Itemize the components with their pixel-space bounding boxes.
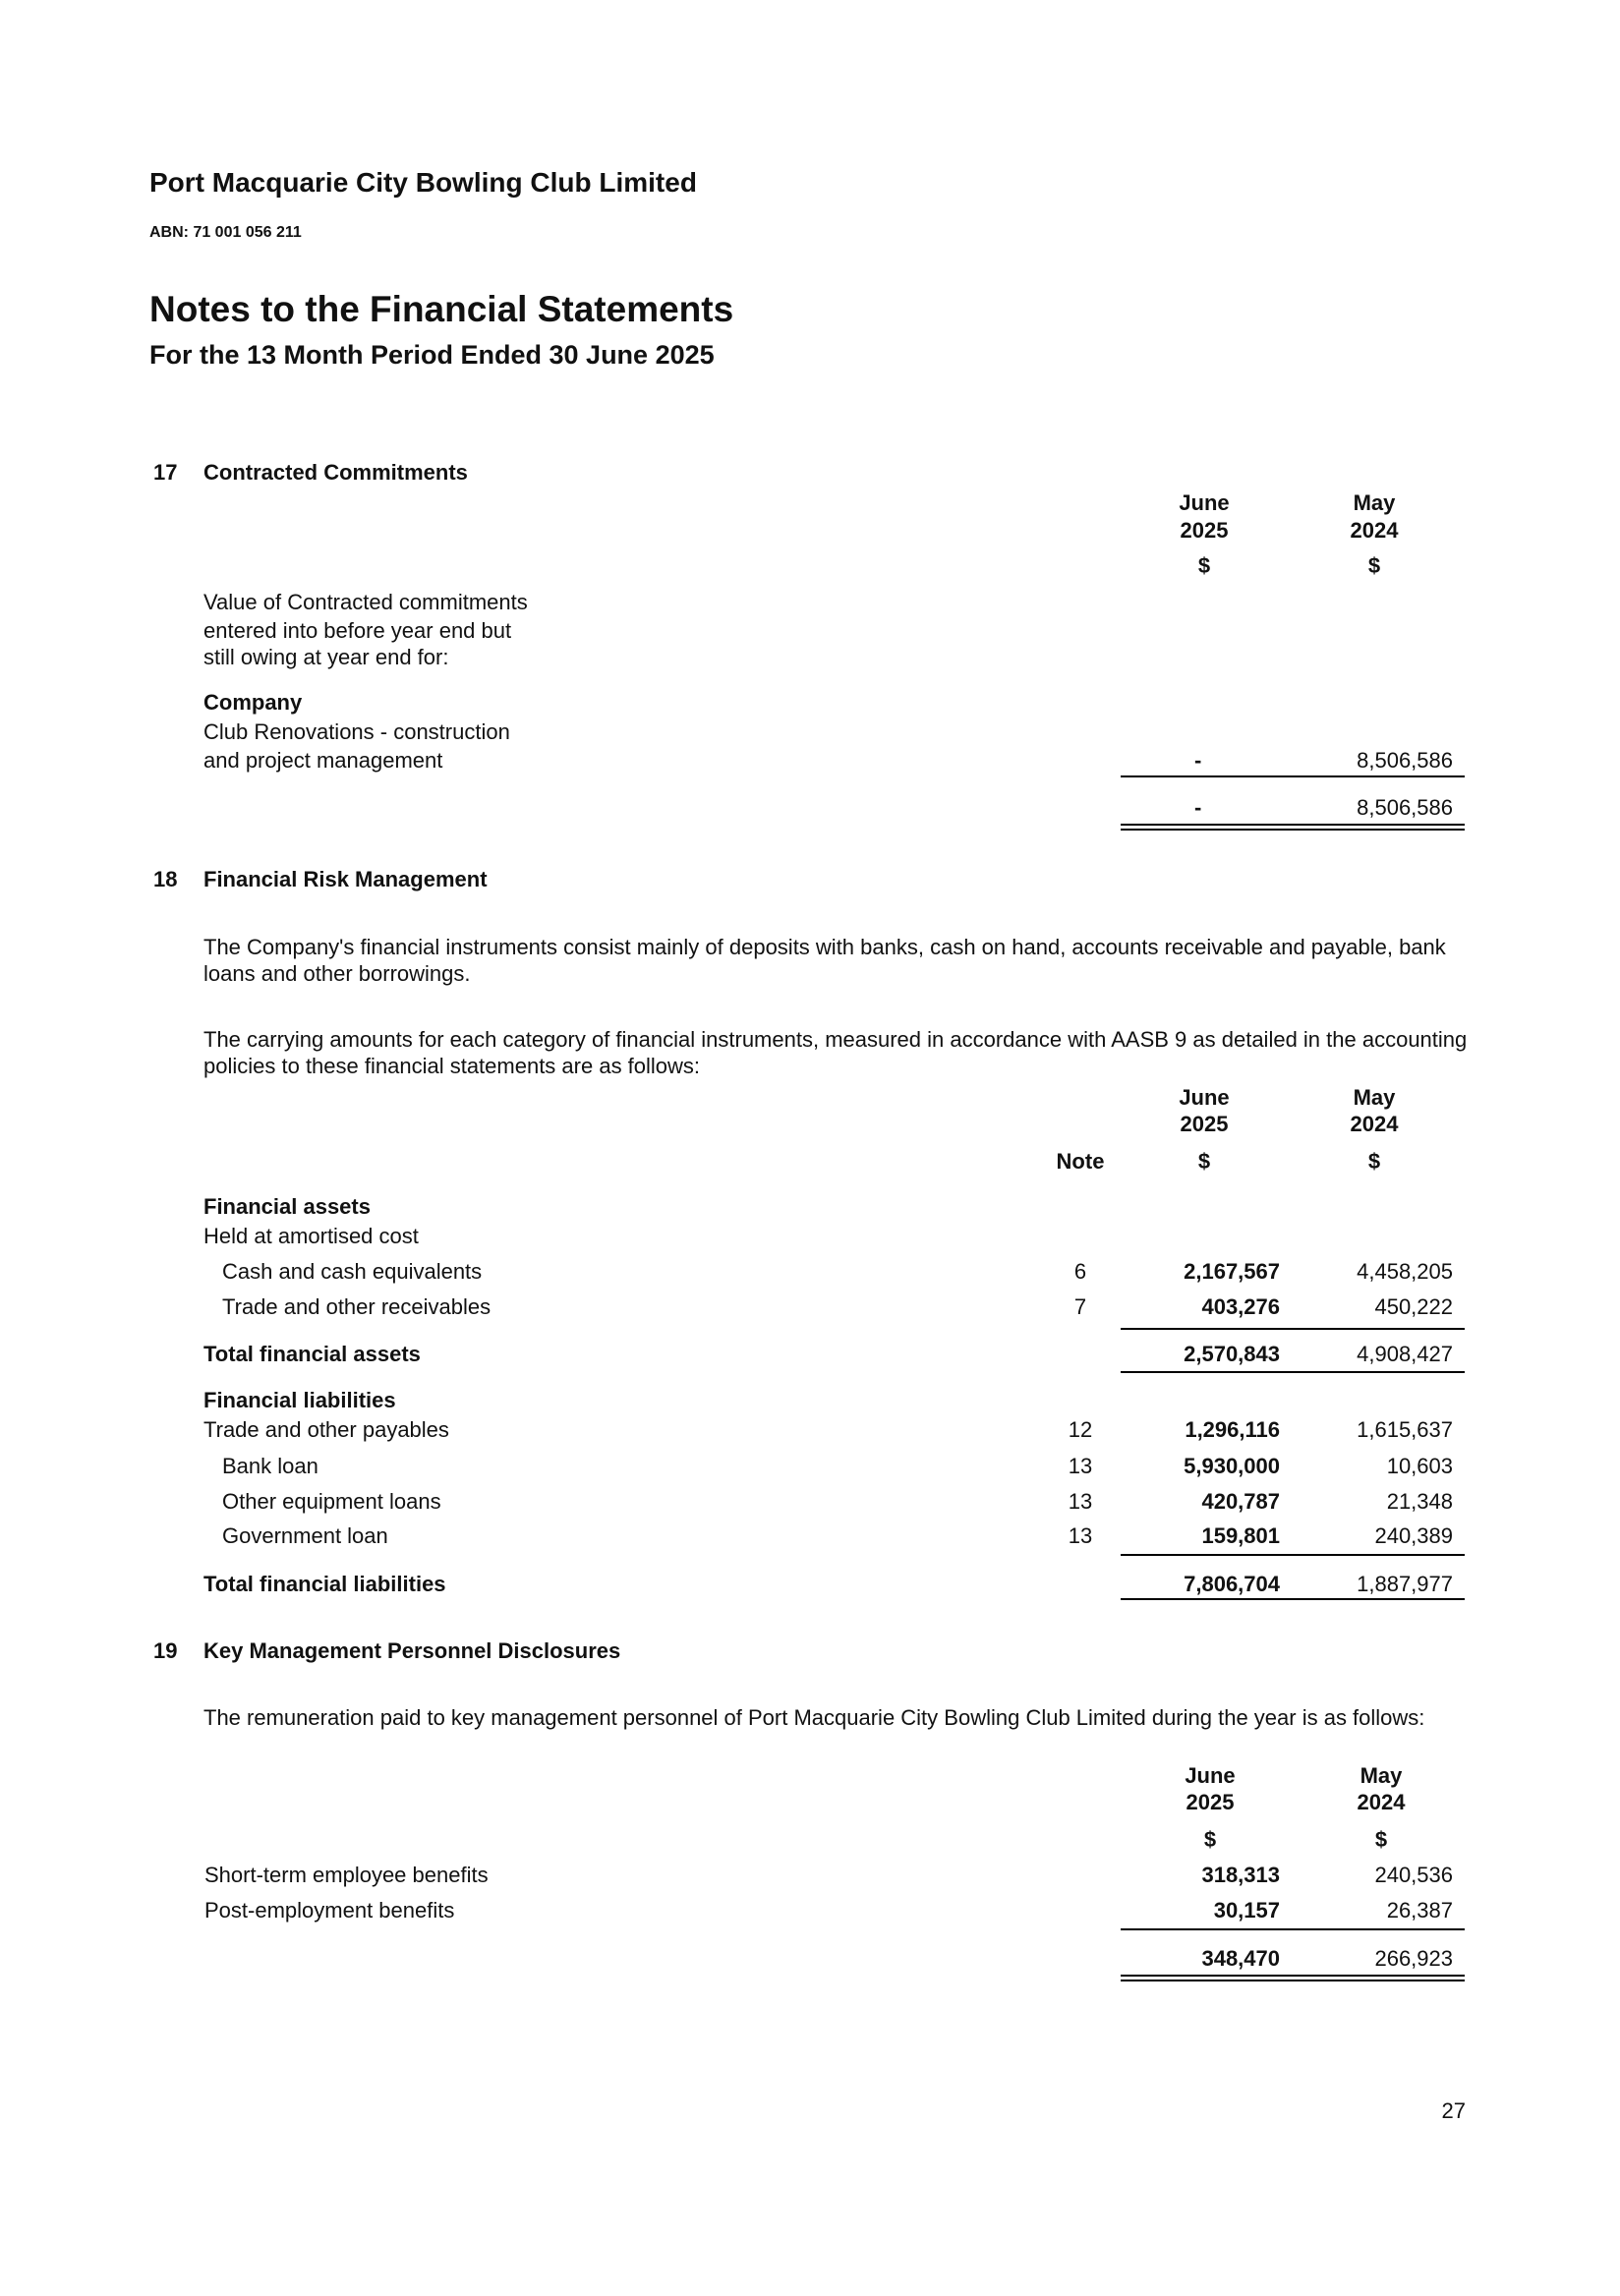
col-june: June bbox=[1185, 1763, 1236, 1788]
assets-total-label: Total financial assets bbox=[203, 1342, 421, 1366]
col-may: May bbox=[1360, 1763, 1403, 1788]
liabilities-total-label: Total financial liabilities bbox=[203, 1572, 446, 1596]
s19-paragraph: The remuneration paid to key management personnel of Port Macquarie City Bowling Club Limited during the year is as follows: bbox=[203, 1705, 1425, 1730]
liability-june: 1,296,116 bbox=[1185, 1417, 1280, 1442]
kmp-may: 26,387 bbox=[1386, 1898, 1453, 1923]
liability-note: 13 bbox=[1068, 1489, 1093, 1514]
col-note: Note bbox=[1056, 1149, 1105, 1174]
s18-paragraph-1: The Company's financial instruments consist mainly of deposits with banks, cash on hand, accounts receivable and payable, bank loans and other borrowings. bbox=[203, 935, 1446, 986]
liability-note: 12 bbox=[1068, 1417, 1093, 1442]
liabilities-heading: Financial liabilities bbox=[203, 1388, 396, 1412]
abn: ABN: 71 001 056 211 bbox=[149, 224, 302, 241]
liability-june: 159,801 bbox=[1201, 1523, 1280, 1548]
liability-may: 10,603 bbox=[1386, 1454, 1453, 1478]
s17-item-june: - bbox=[1194, 748, 1202, 773]
s17-item-may: 8,506,586 bbox=[1357, 748, 1453, 773]
liabilities-total-june: 7,806,704 bbox=[1184, 1572, 1280, 1596]
section-19-title: Key Management Personnel Disclosures bbox=[203, 1638, 621, 1663]
total-double-rule bbox=[1121, 1975, 1465, 1981]
asset-label: Cash and cash equivalents bbox=[222, 1259, 483, 1284]
kmp-june: 30,157 bbox=[1213, 1898, 1280, 1923]
section-17-title: Contracted Commitments bbox=[203, 460, 468, 485]
asset-june: 2,167,567 bbox=[1184, 1259, 1280, 1284]
kmp-label: Short-term employee benefits bbox=[204, 1863, 489, 1887]
liability-may: 21,348 bbox=[1386, 1489, 1453, 1514]
asset-may: 450,222 bbox=[1374, 1294, 1453, 1319]
liability-label: Trade and other payables bbox=[203, 1417, 449, 1442]
liability-label: Other equipment loans bbox=[222, 1489, 441, 1514]
subtotal-rule bbox=[1121, 1328, 1465, 1330]
s17-desc-line: still owing at year end for: bbox=[203, 645, 449, 669]
asset-note: 7 bbox=[1073, 1294, 1087, 1319]
col-may-year: 2024 bbox=[1350, 1112, 1399, 1136]
subtotal-rule bbox=[1121, 1554, 1465, 1556]
s17-desc-line: entered into before year end but bbox=[203, 618, 512, 643]
col-may-year: 2024 bbox=[1357, 1790, 1406, 1814]
col-may-year: 2024 bbox=[1350, 518, 1399, 543]
section-19-number: 19 bbox=[153, 1638, 178, 1663]
assets-total-may: 4,908,427 bbox=[1357, 1342, 1453, 1366]
section-18-number: 18 bbox=[153, 867, 178, 891]
s17-total-june: - bbox=[1194, 795, 1202, 820]
liability-may: 1,615,637 bbox=[1357, 1417, 1453, 1442]
s17-item-label: and project management bbox=[203, 748, 443, 773]
page-subtitle: For the 13 Month Period Ended 30 June 2025 bbox=[149, 340, 715, 370]
col-may: May bbox=[1353, 490, 1396, 515]
kmp-label: Post-employment benefits bbox=[204, 1898, 455, 1923]
asset-june: 403,276 bbox=[1201, 1294, 1280, 1319]
kmp-june: 318,313 bbox=[1201, 1863, 1280, 1887]
liability-note: 13 bbox=[1068, 1454, 1093, 1478]
liability-label: Government loan bbox=[222, 1523, 388, 1548]
assets-total-june: 2,570,843 bbox=[1184, 1342, 1280, 1366]
col-june-currency: $ bbox=[1197, 1149, 1211, 1174]
page-title: Notes to the Financial Statements bbox=[149, 289, 734, 329]
section-17-number: 17 bbox=[153, 460, 178, 485]
col-june-year: 2025 bbox=[1180, 518, 1229, 543]
liability-label: Bank loan bbox=[222, 1454, 318, 1478]
col-june: June bbox=[1179, 1085, 1230, 1110]
col-june-year: 2025 bbox=[1186, 1790, 1235, 1814]
s17-item-label: Club Renovations - construction bbox=[203, 719, 510, 744]
s17-group: Company bbox=[203, 690, 303, 715]
page-number: 27 bbox=[1441, 2098, 1466, 2123]
liability-may: 240,389 bbox=[1374, 1523, 1453, 1548]
subtotal-rule bbox=[1121, 775, 1465, 777]
company-name: Port Macquarie City Bowling Club Limited bbox=[149, 167, 697, 198]
kmp-total-june: 348,470 bbox=[1201, 1946, 1280, 1971]
liability-june: 420,787 bbox=[1201, 1489, 1280, 1514]
kmp-may: 240,536 bbox=[1374, 1863, 1453, 1887]
total-double-rule bbox=[1121, 824, 1465, 831]
asset-label: Trade and other receivables bbox=[222, 1294, 492, 1319]
col-may-currency: $ bbox=[1367, 553, 1381, 578]
assets-heading: Financial assets bbox=[203, 1194, 371, 1219]
liability-june: 5,930,000 bbox=[1184, 1454, 1280, 1478]
assets-subheading: Held at amortised cost bbox=[203, 1224, 419, 1248]
col-june-currency: $ bbox=[1203, 1827, 1217, 1852]
col-june-currency: $ bbox=[1197, 553, 1211, 578]
s17-desc-line: Value of Contracted commitments bbox=[203, 590, 528, 614]
col-may: May bbox=[1353, 1085, 1396, 1110]
s18-paragraph-2: The carrying amounts for each category of financial instruments, measured in accordance with AASB 9 as detailed in the accounting policies to these financial statements are as follows: bbox=[203, 1027, 1468, 1078]
asset-may: 4,458,205 bbox=[1357, 1259, 1453, 1284]
col-june-year: 2025 bbox=[1180, 1112, 1229, 1136]
col-may-currency: $ bbox=[1374, 1827, 1388, 1852]
liabilities-total-may: 1,887,977 bbox=[1357, 1572, 1453, 1596]
col-may-currency: $ bbox=[1367, 1149, 1381, 1174]
subtotal-rule bbox=[1121, 1928, 1465, 1930]
section-18-title: Financial Risk Management bbox=[203, 867, 488, 891]
kmp-total-may: 266,923 bbox=[1374, 1946, 1453, 1971]
col-june: June bbox=[1179, 490, 1230, 515]
liability-note: 13 bbox=[1068, 1523, 1093, 1548]
s17-total-may: 8,506,586 bbox=[1357, 795, 1453, 820]
total-rule bbox=[1121, 1598, 1465, 1600]
total-rule bbox=[1121, 1371, 1465, 1373]
asset-note: 6 bbox=[1073, 1259, 1087, 1284]
